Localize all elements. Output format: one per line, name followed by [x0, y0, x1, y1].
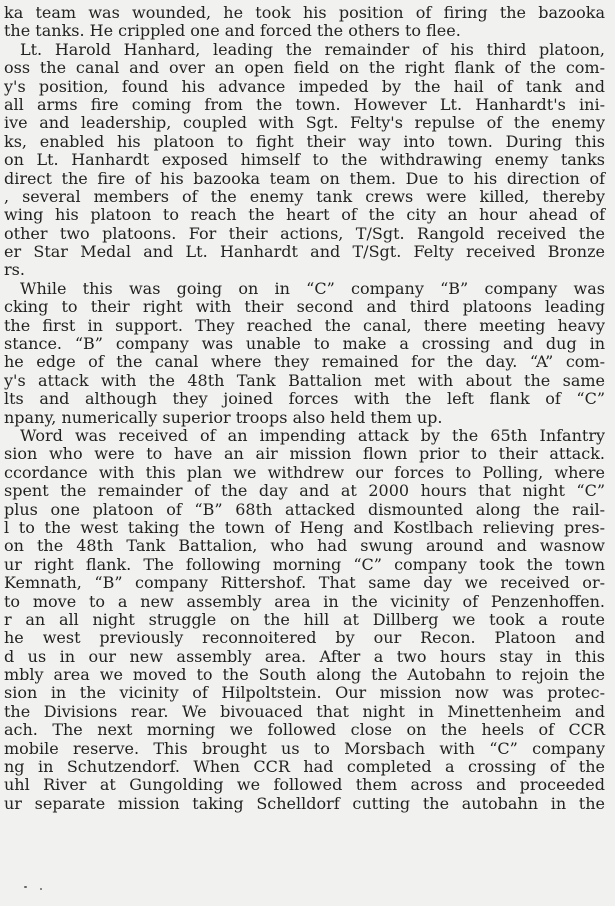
text-line: direct the fire of his bazooka team on them. Due to his direction of — [4, 169, 605, 188]
text-line: wing his platoon to reach the heart of the city an hour ahead of — [4, 206, 605, 225]
text-line: plus one platoon of “B” 68th attacked dismounted along the rail- — [4, 500, 605, 519]
text-line: Kemnath, “B” company Rittershof. That same day we received or- — [4, 574, 605, 593]
text-line: While this was going on in “C” company “B” company was — [20, 279, 605, 298]
text-line: stance. “B” company was unable to make a crossing and dug in — [4, 335, 605, 354]
text-line: , several members of the enemy tank crews were killed, thereby — [4, 187, 605, 206]
scan-speck — [24, 886, 27, 888]
text-line: oss the canal and over an open field on the right flank of the com- — [4, 59, 605, 78]
text-line: uhl River at Gungolding we followed them across and proceeded — [4, 776, 605, 795]
text-line: d us in our new assembly area. After a two hours stay in this — [4, 647, 605, 666]
text-line: cking to their right with their second and third platoons leading — [4, 298, 605, 317]
text-line: on Lt. Hanhardt exposed himself to the withdrawing enemy tanks — [4, 151, 605, 170]
text-line: ka team was wounded, he took his position of firing the bazooka — [4, 4, 605, 22]
text-line: all arms fire coming from the town. However Lt. Hanhardt's ini- — [4, 95, 605, 114]
text-line: sion who were to have an air mission flown prior to their attack. — [4, 445, 605, 464]
text-line: Lt. Harold Hanhard, leading the remainder of his third platoon, — [20, 40, 605, 59]
text-line: mobile reserve. This brought us to Morsbach with “C” company — [4, 739, 605, 758]
text-line: r an all night struggle on the hill at Dillberg we took a route — [4, 610, 605, 629]
text-line: spent the remainder of the day and at 2000 hours that night “C” — [4, 482, 605, 501]
text-line: rs. — [4, 261, 25, 280]
text-line: ng in Schutzendorf. When CCR had completed a crossing of the — [4, 758, 605, 777]
text-line: y's attack with the 48th Tank Battalion met with about the same — [4, 371, 605, 390]
text-line: he edge of the canal where they remained for the day. “A” com- — [4, 353, 605, 372]
text-line: the Divisions rear. We bivouaced that night in Minettenheim and — [4, 702, 605, 721]
text-line: Word was received of an impending attack by the 65th Infantry — [20, 426, 605, 445]
scan-speck — [40, 888, 42, 890]
text-line: ach. The next morning we followed close on the heels of CCR — [4, 721, 605, 740]
text-line: l to the west taking the town of Heng and Kostlbach relieving pres- — [4, 518, 605, 537]
text-line: er Star Medal and Lt. Hanhardt and T/Sgt. Felty received Bronze — [4, 243, 605, 262]
text-line: other two platoons. For their actions, T/Sgt. Rangold received the — [4, 224, 605, 243]
text-line: the tanks. He crippled one and forced the others to flee. — [4, 22, 461, 41]
text-line: ccordance with this plan we withdrew our forces to Polling, where — [4, 463, 605, 482]
text-line: lts and although they joined forces with the left flank of “C” — [4, 390, 605, 409]
text-line: the first in support. They reached the canal, there meeting heavy — [4, 316, 605, 335]
text-line: npany, numerically superior troops also held them up. — [4, 408, 443, 427]
text-line: mbly area we moved to the South along the Autobahn to rejoin the — [4, 666, 605, 685]
text-line: ive and leadership, coupled with Sgt. Felty's repulse of the enemy — [4, 114, 605, 133]
text-line: ur separate mission taking Schelldorf cutting the autobahn in the — [4, 794, 605, 813]
text-line: sion in the vicinity of Hilpoltstein. Our mission now was protec- — [4, 684, 605, 703]
text-line: he west previously reconnoitered by our Recon. Platoon and — [4, 629, 605, 648]
text-line: on the 48th Tank Battalion, who had swung around and wasnow — [4, 537, 605, 556]
text-line: ur right flank. The following morning “C” company took the town — [4, 555, 605, 574]
text-line: y's position, found his advance impeded by the hail of tank and — [4, 77, 605, 96]
body-text — [0, 4, 615, 813]
text-line: ks, enabled his platoon to fight their way into town. During this — [4, 132, 605, 151]
text-line: to move to a new assembly area in the vicinity of Penzenhoffen. — [4, 592, 605, 611]
